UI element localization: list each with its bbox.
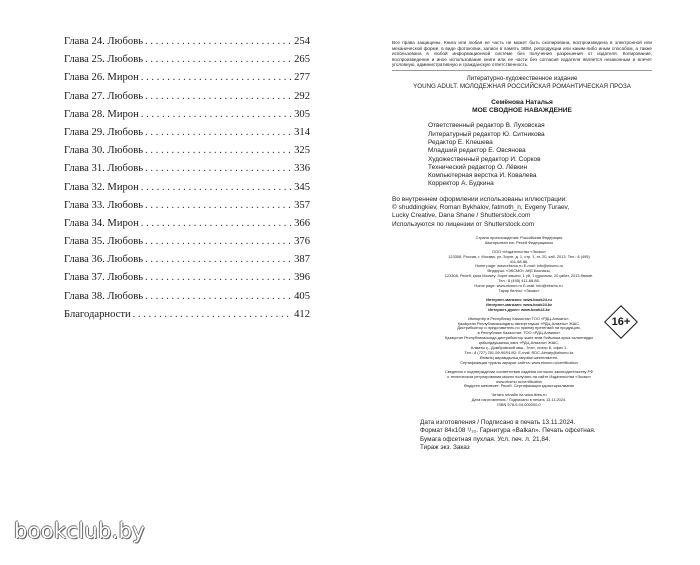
illustration-line: Во внутреннем оформлении использованы иллюстрации:	[392, 195, 568, 203]
legal-notice: Все права защищены. Книга или любая ее часть не может быть скопирована, воспроизведена в электронной или механической форме, в виде фотокопии, записи в память ЭВМ, репродукции или каким-либо иным способом, а также использована в любой информационной системе без получения разрешения от издателя. Копирование, воспроизведение и иное использование книги или ее части без согласия издателя является незаконным и влечет уголовную, административную и гражданскую ответственность.	[392, 40, 652, 71]
toc-chapter-title: Глава 29. Любовь	[64, 126, 144, 138]
publisher-line: Home page: www.eksmo.ru E-mail: info@eksmo.ru	[474, 263, 564, 269]
toc-row	[64, 145, 310, 163]
importer-line: Импортёр в Республику Казахстан ТОО «РДЦ-Алматы».	[468, 315, 570, 321]
toc-row	[64, 236, 310, 254]
toc-dot-leader	[145, 127, 292, 138]
toc-page-number: 336	[294, 163, 310, 175]
toc-chapter-title: Глава 36. Любовь	[64, 254, 144, 266]
toc-row	[64, 54, 310, 72]
toc-dot-leader	[145, 91, 292, 102]
toc-row	[64, 91, 310, 109]
print-info-line: Тираж экз. Заказ	[420, 443, 470, 451]
toc-dot-leader	[145, 254, 292, 265]
toc-page-number: 265	[294, 54, 310, 66]
credit-line: Художественный редактор И. Сорков	[428, 155, 541, 163]
shop-line: Читать онлайн на www.litres.ru	[491, 392, 547, 398]
publisher-line: Тауар белгісі: «Эксмо»	[498, 288, 540, 293]
toc-page-number: 357	[294, 199, 310, 211]
origin-line: Страна происхождения: Российская Федерация	[475, 234, 563, 240]
toc-page-number: 305	[294, 108, 310, 120]
toc-page-number: 325	[294, 145, 310, 157]
toc-row	[64, 218, 310, 236]
certification-line: www.eksmo.ru/certification	[495, 378, 543, 384]
toc-page-number: 292	[294, 90, 310, 102]
print-info	[392, 419, 652, 452]
publisher-line: 123308, Россия, г. Москва, ул. Зорге, д. 1, стр. 1, эт. 20, каб. 2013. Тел.: 8 (495) 411-68-86.	[448, 253, 590, 264]
credit-line: Младший редактор Е. Овсянова	[428, 147, 526, 155]
toc-chapter-title: Глава 25. Любовь	[64, 54, 144, 66]
toc-row	[64, 254, 310, 272]
toc-chapter-title: Глава 27. Любовь	[64, 90, 144, 102]
toc-dot-leader	[145, 54, 292, 65]
certification-block	[392, 370, 652, 390]
print-info-line: Формат 84x108 ¹/₃₂. Гарнитура «Balkan». Печать офсетная.	[420, 427, 596, 435]
importer-line: Тел.: 8 (727) 251-59-90/91/92; E-mail: RDC-Almaty@eksmo.kz	[464, 349, 574, 355]
toc-page-number: 314	[294, 126, 310, 138]
age-rating-badge	[604, 305, 638, 339]
toc-page-number: 412	[294, 308, 310, 320]
toc-chapter-title: Глава 31. Любовь	[64, 163, 144, 175]
toc-chapter-title: Глава 28. Мирон	[64, 108, 139, 120]
toc-row	[64, 127, 310, 145]
toc-page-number: 277	[294, 72, 310, 84]
shop-line: ISBN 978-5-04-000000-0	[497, 402, 541, 408]
toc-row	[64, 109, 310, 127]
toc-page-number: 345	[294, 181, 310, 193]
toc-page-number: 396	[294, 272, 310, 284]
publisher-line: ООО «Издательство «Эксмо»	[492, 248, 546, 254]
toc-dot-leader	[141, 218, 292, 229]
origin-line: Шығарылған елі: Ресей Федерациясы	[484, 239, 554, 245]
book-title: МОЕ СВОДНОЕ НАВАЖДЕНИЕ	[472, 106, 572, 114]
publisher-block	[392, 250, 652, 294]
toc-chapter-title: Глава 33. Любовь	[64, 199, 144, 211]
importer-line: Сертификация туралы ақпарат сайтта: www.eksmo.ru/certification	[460, 359, 578, 365]
toc-chapter-title: Благодарности	[64, 308, 131, 320]
credit-line: Литературный редактор Ю. Ситникова	[428, 130, 545, 138]
toc-row	[64, 291, 310, 309]
shop-line: Дата изготовления / Подписано в печать 13.11.2024.	[471, 397, 567, 403]
importer-line: Қазақстан Республикасындағы импорттаушы «РДЦ-Алматы» ЖШС.	[457, 320, 581, 326]
toc-dot-leader	[141, 182, 292, 193]
toc-page-number: 254	[294, 36, 310, 47]
toc-chapter-title: Глава 30. Любовь	[64, 145, 144, 157]
toc-dot-leader	[145, 36, 292, 47]
importer-line: в Республике Казахстан: ТОО «РДЦ-Алматы»	[477, 330, 561, 336]
publisher-line: Өндіруші: «ЭКСМО» АҚБ Баспасы,	[487, 268, 551, 274]
toc-page-number: 387	[294, 254, 310, 266]
author-name: Семёнова Наталья	[491, 98, 553, 106]
illustration-line: Lucky Creative, Dana Shane / Shutterstock.com	[392, 212, 531, 220]
imprint-page	[392, 40, 652, 452]
table-of-contents	[64, 36, 310, 327]
toc-chapter-title: Глава 34. Мирон	[64, 217, 139, 229]
credit-line: Ответственный редактор В. Луховская	[428, 122, 545, 130]
toc-row	[64, 182, 310, 200]
publisher-line: 123308, Ресей, қала Мәскеу, Зорге көшесі, 1 үй, 1 құрылым, 20 қабат, 2013 бөлме.	[444, 273, 594, 279]
toc-chapter-title: Глава 26. Мирон	[64, 72, 139, 84]
origin-block	[392, 236, 652, 246]
credit-line: Технический редактор О. Лёвкин	[428, 163, 528, 171]
print-info-line: Бумага офсетная пухлая. Усл. печ. л. 21,84.	[420, 435, 551, 443]
toc-chapter-title: Глава 37. Любовь	[64, 272, 144, 284]
age-rating-text: 16+	[611, 316, 631, 328]
toc-dot-leader	[145, 163, 292, 174]
certification-line: о техническом регулировании можно получить на сайте Издательства «Эксмо»	[447, 373, 591, 379]
illustration-line: Используются по лицензии от Shutterstock.com	[392, 220, 535, 228]
toc-page-number: 376	[294, 236, 310, 248]
toc-row	[64, 36, 310, 54]
credit-line: Корректор А. Будкина	[428, 180, 494, 188]
series-name: YOUNG ADULT. МОЛОДЕЖНАЯ РОССИЙСКАЯ РОМАНТИЧЕСКАЯ ПРОЗА	[413, 83, 631, 91]
toc-dot-leader	[141, 109, 292, 120]
importer-line: Қазақстан Республикасында дистрибьютор және өнім бойынша арыз-талаптарды	[445, 335, 593, 341]
toc-row	[64, 272, 310, 290]
importer-line: Өнімнің жарамдылық мерзімі шектелмеген.	[479, 354, 559, 360]
toc-dot-leader	[145, 236, 292, 247]
certification-line: Сведения о подтверждении соответствия издания согласно законодательству РФ	[444, 368, 594, 374]
toc-chapter-title: Глава 35. Любовь	[64, 236, 144, 248]
importer-line: қабылдаушының өкілі «РДЦ-Алматы» ЖШС,	[478, 340, 560, 346]
illustration-line: © shuddingkiev, Roman Bykhalov, fatmoth_n, Evgeny Turaev,	[392, 204, 570, 212]
toc-row	[64, 200, 310, 218]
toc-chapter-title: Глава 32. Мирон	[64, 181, 139, 193]
toc-dot-leader	[145, 200, 292, 211]
toc-dot-leader	[141, 72, 292, 83]
toc-dot-leader	[145, 145, 292, 156]
credits-list	[392, 122, 652, 188]
print-info-line: Дата изготовления / Подписано в печать 13.11.2024.	[420, 419, 576, 427]
toc-chapter-title: Глава 24. Любовь	[64, 36, 144, 47]
online-shop-line: Интернет-магазин: www.book24.ru	[486, 296, 552, 302]
publisher-line: Тел.: 8 (495) 411-68-86.	[498, 278, 540, 284]
online-shop-line: Интернет-дүкен: www.book24.kz	[488, 306, 550, 312]
toc-page-number: 366	[294, 217, 310, 229]
certification-line: Өндірген мемлекет: Ресей. Сертификация қарастырылмаған	[463, 383, 575, 389]
toc-row	[64, 309, 310, 327]
credit-line: Компьютерная верстка И. Ковалева	[428, 172, 537, 180]
watermark-logo: bookclub.by	[14, 519, 145, 543]
online-shop-line: Интернет-магазин: www.book24.kz	[486, 301, 552, 307]
toc-dot-leader	[133, 309, 292, 320]
toc-chapter-title: Глава 38. Любовь	[64, 290, 144, 302]
edition-type: Литературно-художественное издание	[466, 74, 578, 82]
illustrations-credit	[392, 196, 652, 229]
credit-line: Редактор Е. Клешева	[428, 138, 493, 146]
importer-line: Алматы қ., Домбровский көш., 3«а», литер Б, офис 1.	[470, 345, 568, 351]
toc-dot-leader	[145, 272, 292, 283]
publisher-line: Home page: www.eksmo.ru E-mail: info@eksmo.ru.	[474, 283, 564, 289]
toc-dot-leader	[145, 291, 292, 302]
toc-row	[64, 163, 310, 181]
importer-line: Дистрибьютор и представитель по приему претензий на продукцию,	[457, 325, 581, 331]
toc-row	[64, 72, 310, 90]
toc-page-number: 405	[294, 290, 310, 302]
shop-block	[392, 393, 652, 408]
